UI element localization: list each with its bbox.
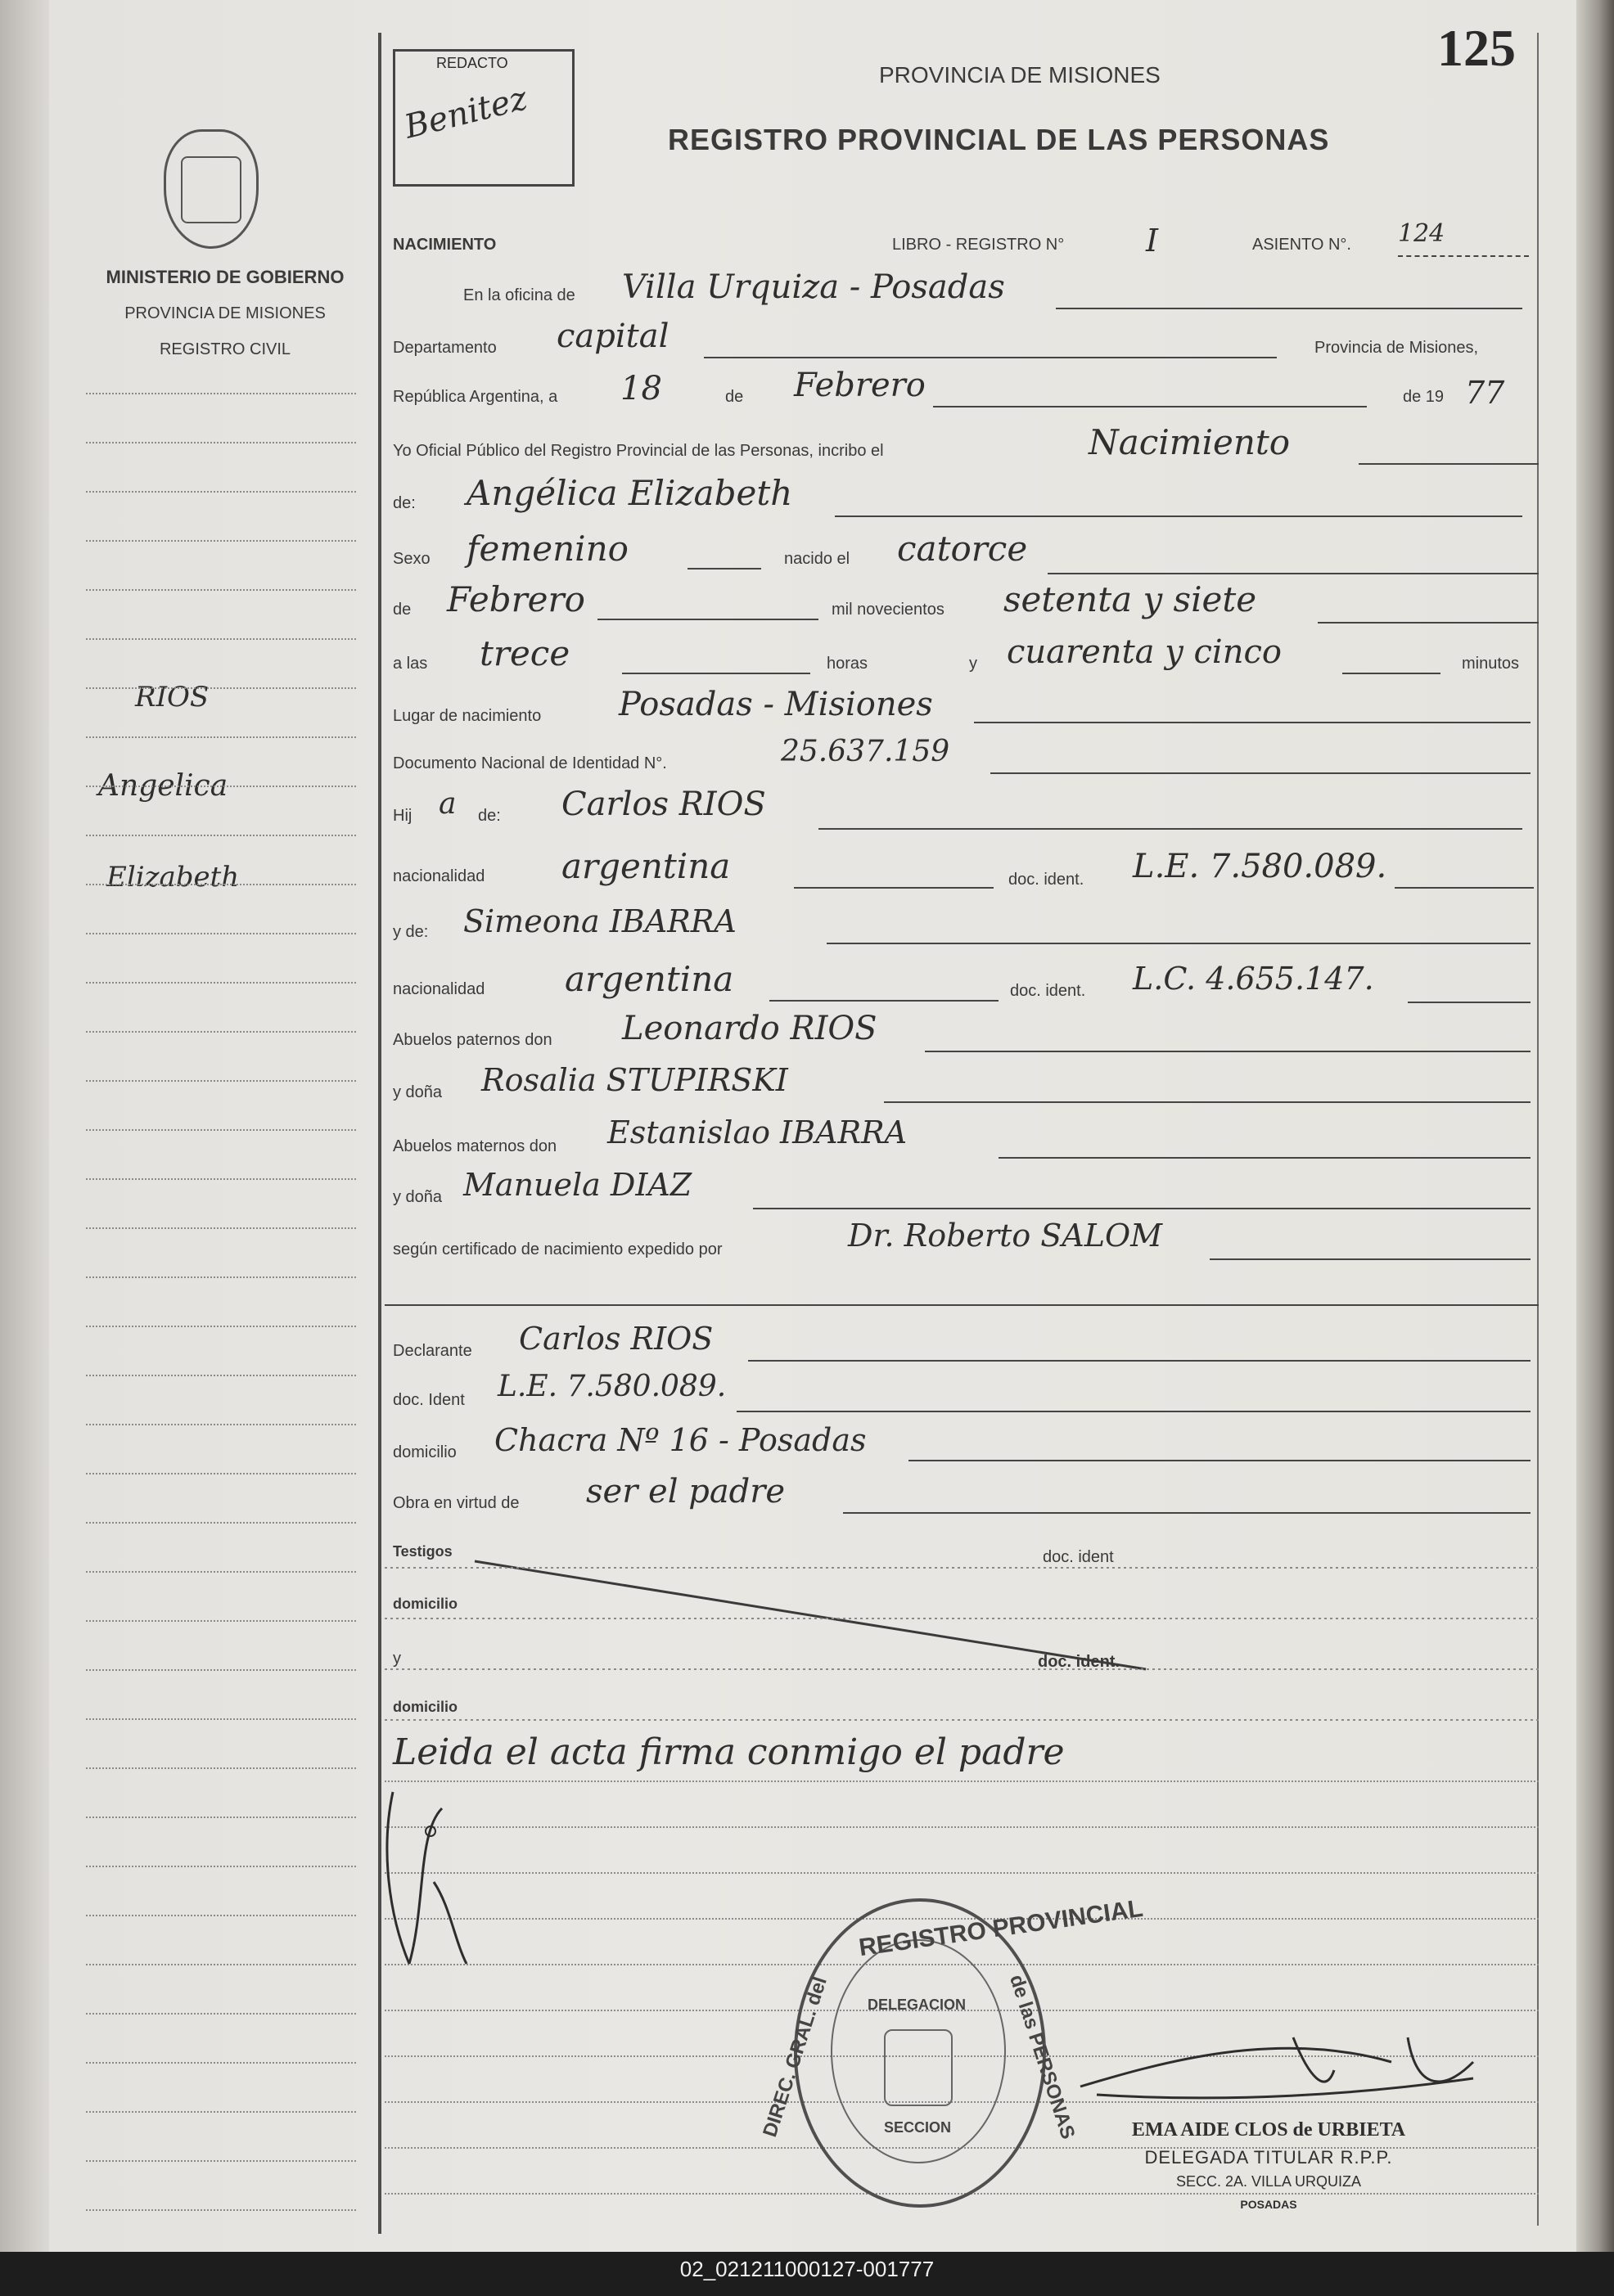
docid2-value: L.E. 7.580.089.: [498, 1370, 727, 1403]
horas-label: horas: [827, 655, 868, 673]
asiento-label: ASIENTO N°.: [1252, 236, 1351, 254]
sexo-value: femenino: [467, 529, 629, 569]
redacto-signature: Benitez: [400, 79, 531, 146]
form-rule-line: [385, 1826, 1539, 1828]
ministry-title: MINISTERIO DE GOBIERNO: [106, 267, 345, 287]
asiento-value: 124: [1398, 219, 1445, 248]
departamento-label: Departamento: [393, 339, 497, 357]
docident-padre-label: doc. ident.: [1008, 871, 1084, 889]
libro-label: LIBRO - REGISTRO N°: [892, 236, 1065, 254]
registry-heading: REGISTRO PROVINCIAL DE LAS PERSONAS: [668, 123, 1330, 156]
milnov-label: mil novecientos: [832, 601, 945, 619]
province-heading: PROVINCIA DE MISIONES: [879, 62, 1161, 88]
doc-madre-value: L.C. 4.655.147.: [1133, 961, 1374, 997]
hij-suffix: a: [439, 787, 457, 821]
oficina-value: Villa Urquiza - Posadas: [622, 268, 1005, 306]
libro-value: I: [1146, 223, 1159, 259]
de3-label: de: [393, 601, 412, 619]
abmat-label: Abuelos maternos don: [393, 1137, 557, 1155]
stamp-left-text: DIREC. GRAL. del: [759, 1974, 832, 2141]
hij-de-label: de:: [478, 807, 501, 825]
dni-value: 25.637.159: [781, 735, 950, 768]
form-rule-line: [385, 1781, 1539, 1782]
sidebar-civil-registry: REGISTRO CIVIL: [159, 340, 291, 358]
republica-label: República Argentina, a: [393, 388, 558, 406]
anio-value: 77: [1465, 375, 1505, 411]
oficial-label: Yo Oficial Público del Registro Provincial de las Personas, incribo el: [393, 442, 884, 460]
docid2-label: doc. Ident: [393, 1391, 465, 1409]
mes-value: Febrero: [794, 367, 926, 404]
anio-prefix: de 19: [1403, 388, 1445, 406]
provincia-suffix: Provincia de Misiones,: [1314, 339, 1479, 357]
domicilio-label: domicilio: [393, 1443, 457, 1461]
officer-city: POSADAS: [1240, 2198, 1297, 2211]
milnov-value: setenta y siete: [1003, 579, 1257, 619]
hij-label: Hij: [393, 807, 413, 825]
docident3-label: doc. ident: [1043, 1548, 1114, 1566]
abmat-value: Estanislao IBARRA: [607, 1114, 908, 1150]
nac-padre-label: nacionalidad: [393, 867, 485, 885]
form-rule-line: [385, 1872, 1539, 1874]
stamp-right-text: de las PERSONAS: [1004, 1972, 1080, 2142]
file-caption: 02_021211000127-001777: [679, 2257, 935, 2281]
madre-value: Simeona IBARRA: [463, 903, 737, 939]
de-label: de: [725, 388, 744, 406]
margin-name-1: Angelica: [98, 769, 228, 803]
y-label: y: [969, 655, 977, 673]
officer-name: EMA AIDE CLOS de URBIETA: [1131, 2119, 1406, 2141]
dni-label: Documento Nacional de Identidad N°.: [393, 754, 667, 772]
sexo-label: Sexo: [393, 550, 431, 568]
testigos-label: Testigos: [393, 1543, 453, 1560]
abpat-dona-value: Rosalia STUPIRSKI: [481, 1062, 788, 1098]
declarante-signature: [376, 1784, 507, 1980]
nacido-label: nacido el: [784, 550, 850, 568]
padre-value: Carlos RIOS: [561, 786, 766, 823]
cert-label: según certificado de nacimiento expedido por: [393, 1240, 723, 1258]
sidebar-province: PROVINCIA DE MISIONES: [124, 304, 326, 322]
abpat-value: Leonardo RIOS: [622, 1010, 877, 1047]
mes2-value: Febrero: [447, 579, 585, 619]
margin-name-2: Elizabeth: [106, 861, 240, 894]
dia-value: 18: [620, 370, 662, 407]
margin-surname: RIOS: [135, 681, 210, 714]
stamp-outer-text: REGISTRO PROVINCIAL: [857, 1894, 1145, 1962]
stamp-inner-top: DELEGACION: [868, 1997, 967, 2013]
oficial-value: Nacimiento: [1089, 422, 1291, 462]
abpat-label: Abuelos paternos don: [393, 1031, 552, 1049]
y2-label: y: [393, 1650, 401, 1668]
nac-padre-value: argentina: [561, 846, 731, 886]
declarante-label: Declarante: [393, 1342, 472, 1360]
horas-value: trece: [480, 633, 570, 673]
alas-label: a las: [393, 655, 428, 673]
abmat-dona-label: y doña: [393, 1188, 443, 1206]
docident4-label: doc. ident.: [1038, 1653, 1120, 1671]
stamp-inner-bottom: SECCION: [884, 2119, 952, 2136]
nac-madre-label: nacionalidad: [393, 980, 485, 998]
domicilio-value: Chacra Nº 16 - Posadas: [494, 1422, 867, 1458]
doc-padre-value: L.E. 7.580.089.: [1133, 848, 1387, 885]
cert-value: Dr. Roberto SALOM: [848, 1218, 1163, 1254]
declarante-value: Carlos RIOS: [519, 1321, 714, 1357]
officer-signature: [1064, 2013, 1490, 2127]
officer-title: DELEGADA TITULAR R.P.P.: [1144, 2147, 1393, 2168]
de2-label: de:: [393, 494, 416, 512]
obra-value: ser el padre: [586, 1473, 786, 1510]
nacimiento-label: NACIMIENTO: [393, 236, 497, 254]
officer-section: SECC. 2A. VILLA URQUIZA: [1175, 2173, 1362, 2190]
domicilio2-label: domicilio: [393, 1596, 458, 1612]
minutos-label: minutos: [1462, 655, 1520, 673]
nombre-value: Angélica Elizabeth: [467, 473, 793, 513]
nac-madre-value: argentina: [565, 959, 734, 999]
abpat-dona-label: y doña: [393, 1083, 443, 1101]
docident-madre-label: doc. ident.: [1010, 982, 1086, 1000]
leida-acta-text: Leida el acta firma conmigo el padre: [393, 1731, 1065, 1773]
redacto-label: REDACTO: [436, 55, 508, 71]
page-number: 125: [1437, 19, 1516, 77]
departamento-value: capital: [557, 317, 669, 355]
abmat-dona-value: Manuela DIAZ: [463, 1167, 692, 1203]
nacido-value: catorce: [897, 529, 1028, 569]
yde-label: y de:: [393, 923, 429, 941]
oficina-label: En la oficina de: [463, 286, 575, 304]
stamp-emblem: [884, 2029, 953, 2106]
obra-label: Obra en virtud de: [393, 1494, 520, 1512]
lugar-value: Posadas - Misiones: [619, 686, 933, 723]
minutos-value: cuarenta y cinco: [1007, 633, 1282, 671]
domicilio3-label: domicilio: [393, 1699, 458, 1715]
lugar-label: Lugar de nacimiento: [393, 707, 542, 725]
